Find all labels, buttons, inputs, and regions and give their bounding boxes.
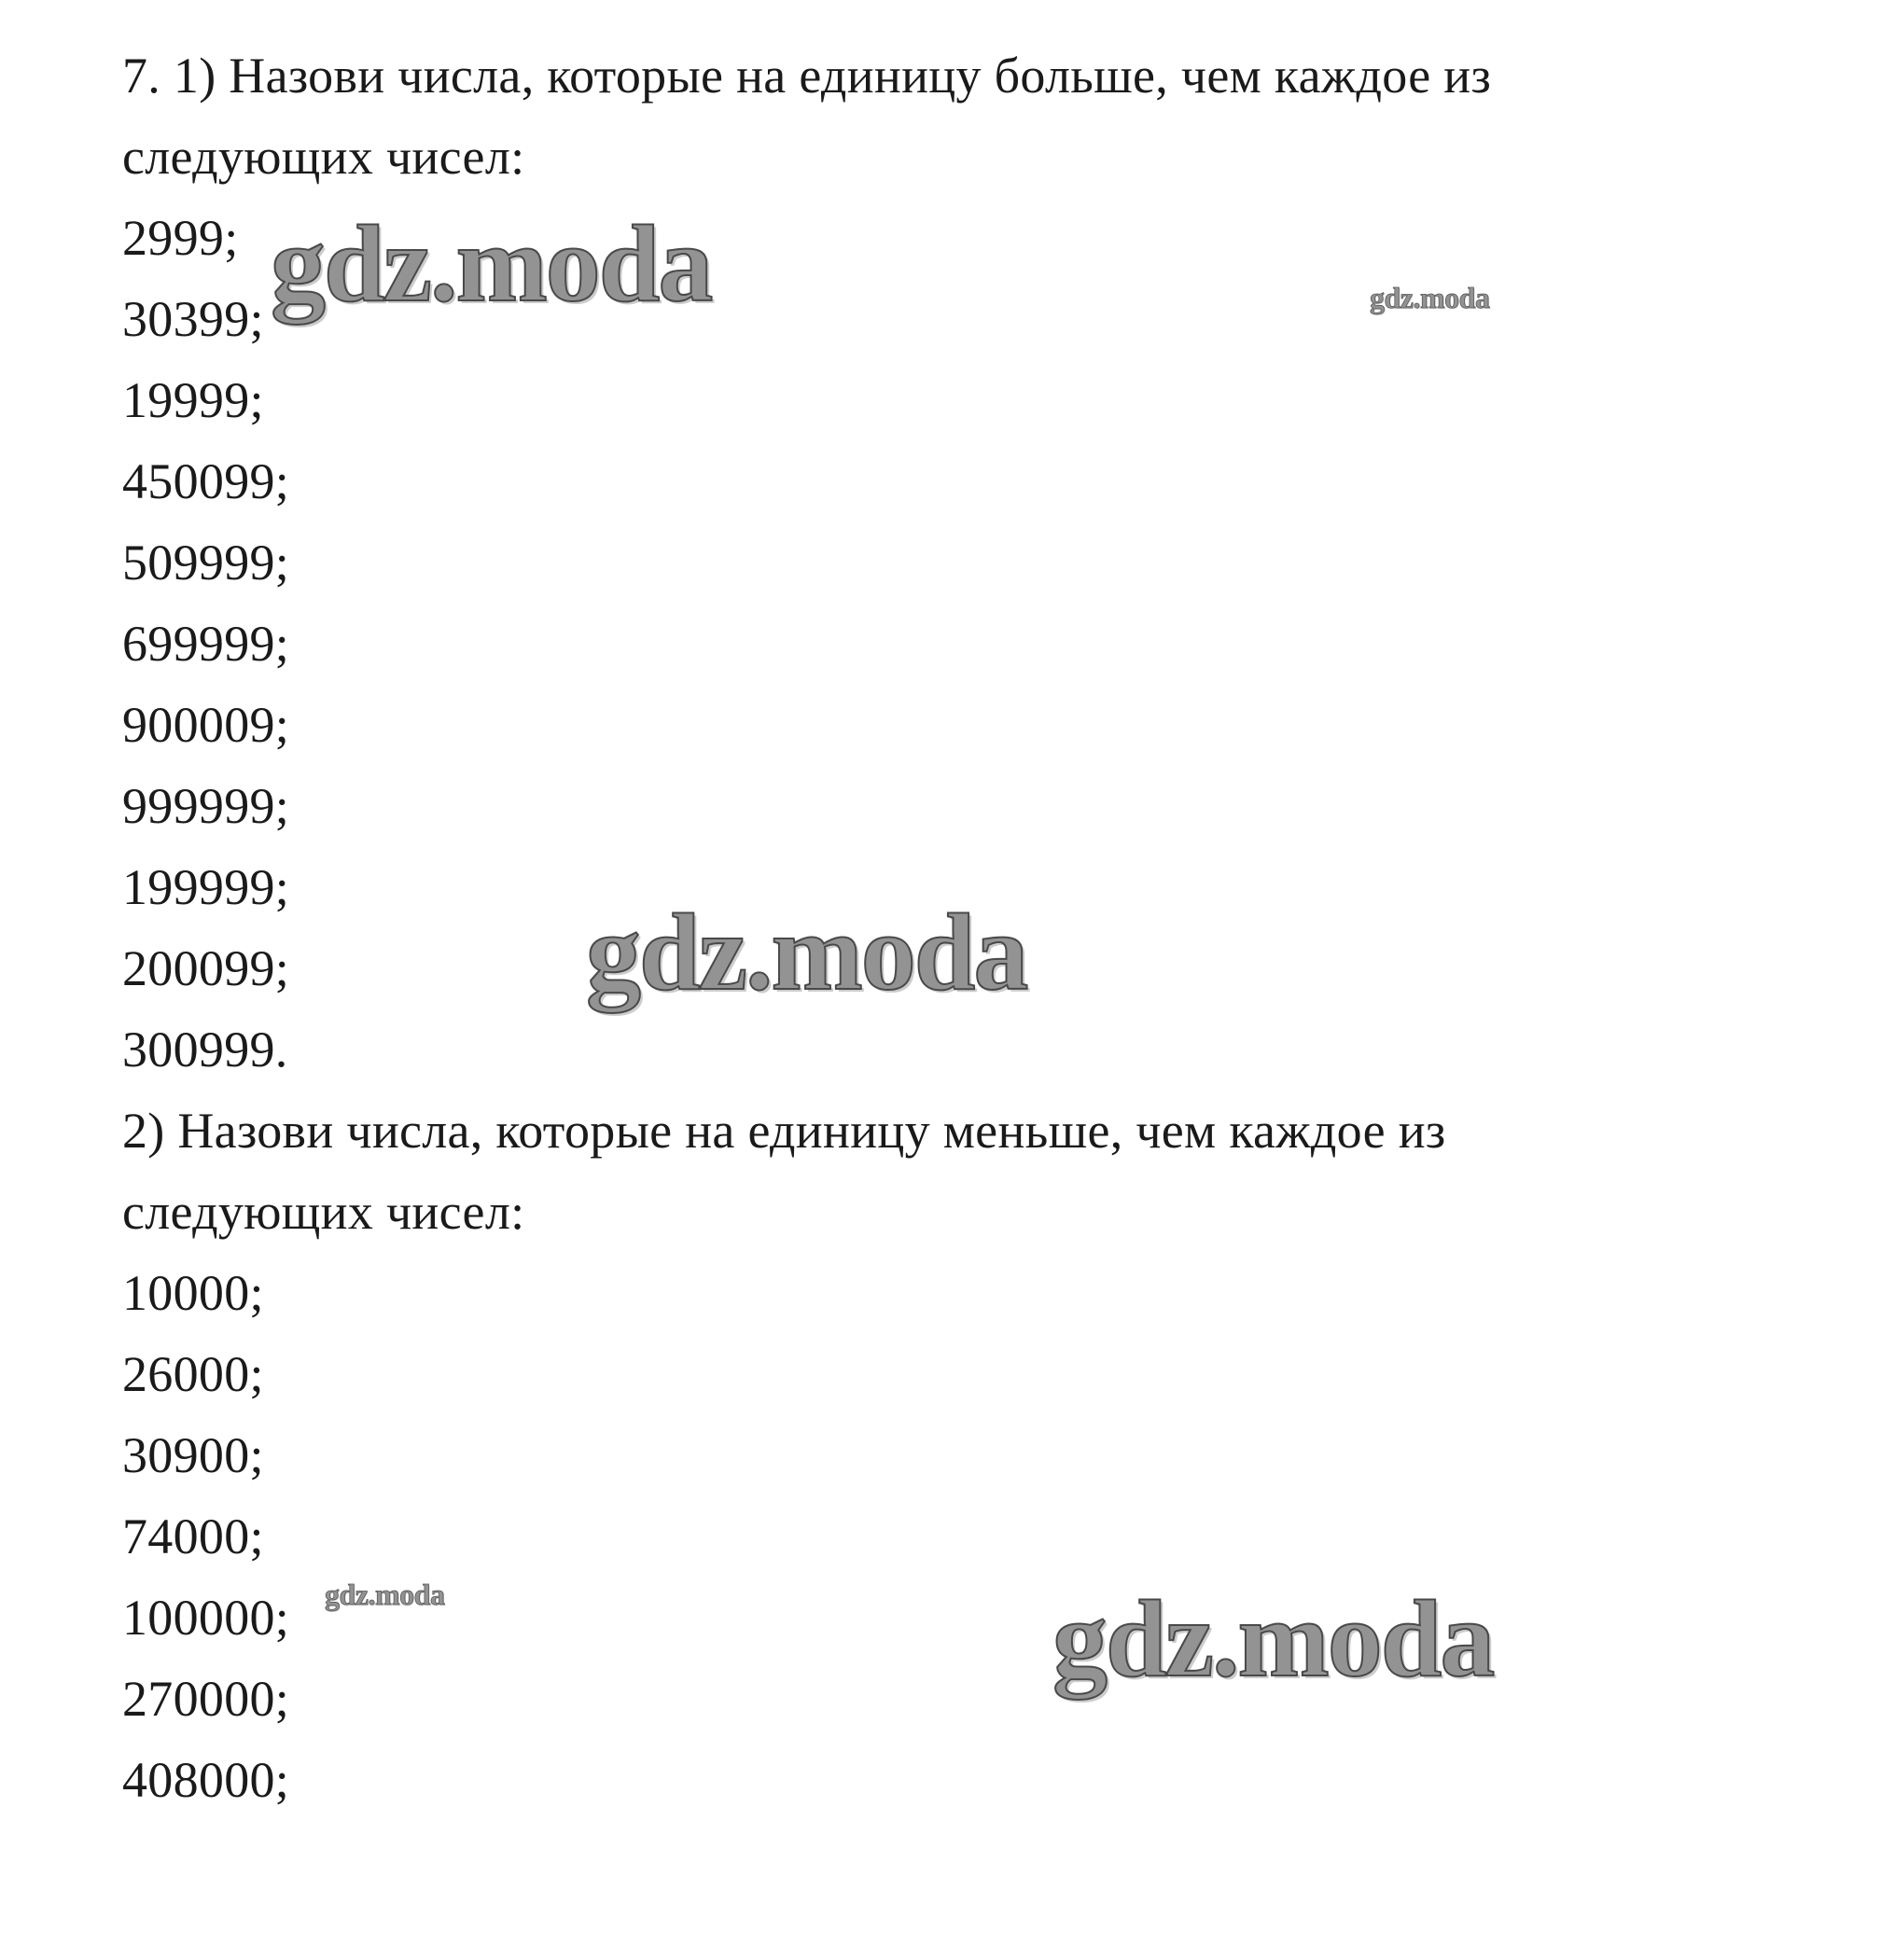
task2-number: 74000;	[122, 1508, 264, 1564]
task1-number: 300999.	[122, 1022, 288, 1077]
task2-number: 100000;	[122, 1590, 290, 1646]
task1-number: 699999;	[122, 616, 290, 672]
task2-heading-line2: следующих чисел:	[122, 1184, 525, 1240]
task2-number: 30900;	[122, 1427, 264, 1483]
task1-number: 19999;	[122, 372, 264, 428]
watermark: gdz.moda	[586, 891, 1027, 1013]
task1-number: 2999;	[122, 210, 239, 266]
task2-number: 10000;	[122, 1265, 264, 1321]
task2-number: 408000;	[122, 1752, 290, 1808]
watermark: gdz.moda	[1370, 281, 1490, 314]
task1-number: 30399;	[122, 291, 264, 347]
task2-number: 26000;	[122, 1346, 264, 1402]
task2-number: 270000;	[122, 1671, 290, 1727]
task1-number: 199999;	[122, 859, 290, 915]
task1-heading-line2: следующих чисел:	[122, 129, 525, 185]
task2-heading-line1: 2) Назови числа, которые на единицу меньше, чем каждое из	[122, 1103, 1446, 1159]
task1-number: 509999;	[122, 535, 290, 591]
watermark: gdz.moda	[271, 202, 712, 325]
task1-number: 450099;	[122, 453, 290, 509]
watermark: gdz.moda	[1052, 1578, 1494, 1700]
task1-number: 999999;	[122, 778, 290, 834]
task1-number: 900009;	[122, 697, 290, 753]
watermark: gdz.moda	[325, 1578, 445, 1611]
task1-heading-line1: 7. 1) Назови числа, которые на единицу больше, чем каждое из	[122, 48, 1492, 104]
task1-number: 200099;	[122, 940, 290, 996]
